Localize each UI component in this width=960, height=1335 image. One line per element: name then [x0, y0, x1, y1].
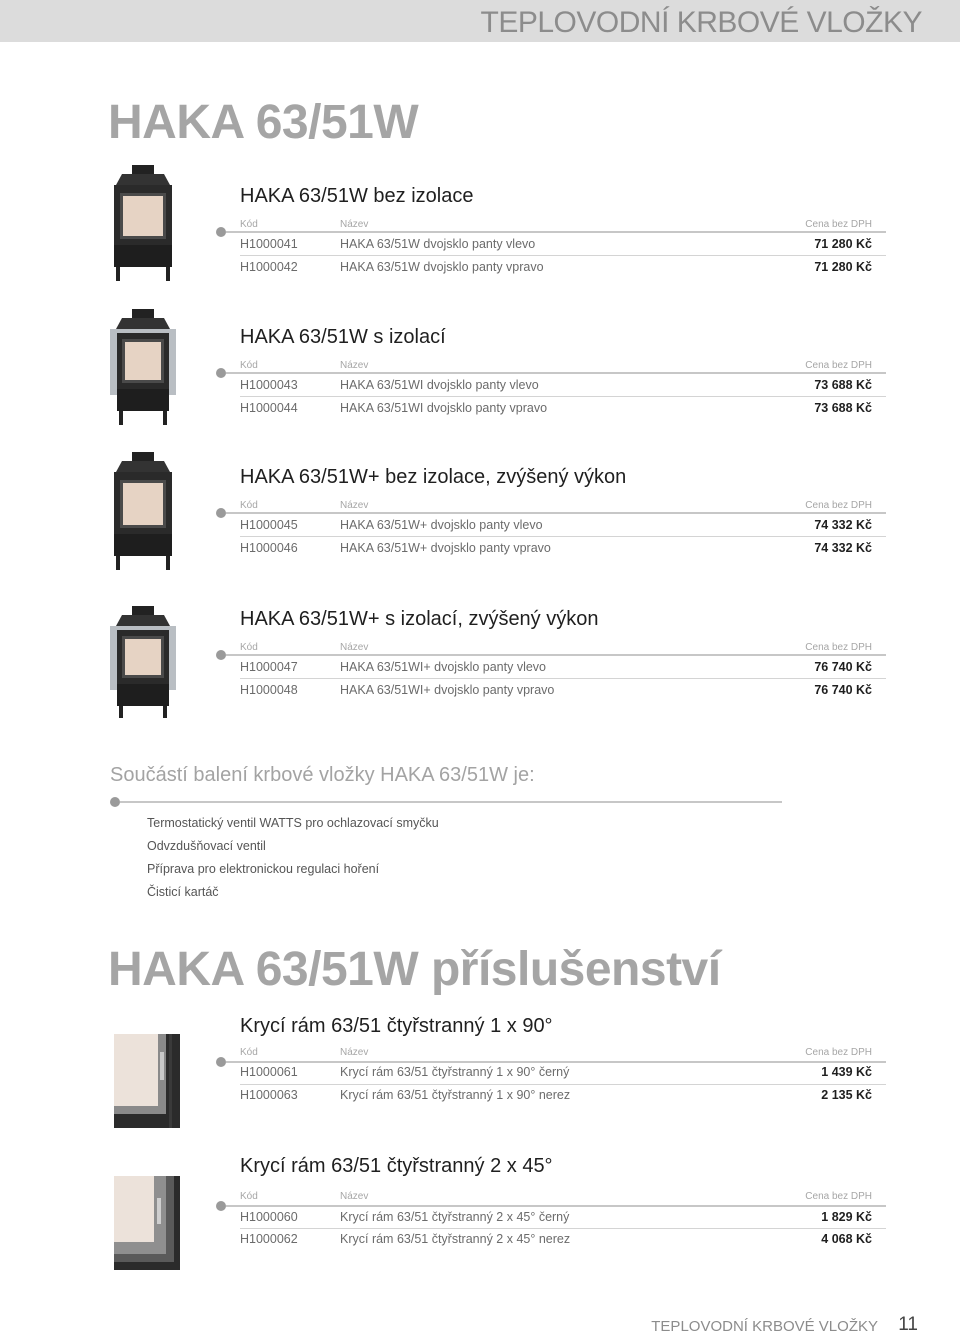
column-header-price: Cena bez DPH: [805, 500, 872, 511]
column-header-code: Kód: [240, 500, 258, 511]
column-header-name: Název: [340, 1191, 369, 1202]
row-code: H1000045: [240, 518, 298, 532]
section-title: HAKA 63/51W+ bez izolace, zvýšený výkon: [240, 466, 627, 488]
section-title: HAKA 63/51W s izolací: [240, 326, 446, 348]
row-price: 1 829 Kč: [821, 1210, 872, 1224]
row-code: H1000043: [240, 378, 298, 392]
cover-frame-45-icon: [114, 1176, 180, 1270]
row-code: H1000047: [240, 660, 298, 674]
row-name: HAKA 63/51WI+ dvojsklo panty vpravo: [340, 683, 555, 697]
accessories-title: HAKA 63/51W příslušenství: [108, 943, 721, 996]
column-header-price: Cena bez DPH: [805, 642, 872, 653]
included-item: Čisticí kartáč: [147, 885, 219, 899]
column-header-name: Název: [340, 219, 369, 230]
fireplace-insert-insulated-icon: [110, 604, 176, 720]
fireplace-insert-insulated-icon: [110, 307, 176, 427]
row-divider: [240, 396, 886, 397]
bullet-dot: [216, 1057, 226, 1067]
row-divider: [240, 1084, 886, 1085]
section-title: HAKA 63/51W+ s izolací, zvýšený výkon: [240, 608, 599, 630]
row-price: 74 332 Kč: [814, 518, 872, 532]
column-header-price: Cena bez DPH: [805, 1191, 872, 1202]
row-divider: [240, 1228, 886, 1229]
row-name: HAKA 63/51W+ dvojsklo panty vpravo: [340, 541, 551, 555]
row-price: 74 332 Kč: [814, 541, 872, 555]
bullet-dot: [216, 508, 226, 518]
row-price: 2 135 Kč: [821, 1088, 872, 1102]
bullet-dot: [110, 797, 120, 807]
row-price: 76 740 Kč: [814, 660, 872, 674]
section-divider: [226, 1205, 886, 1207]
bullet-dot: [216, 1201, 226, 1211]
header-title: TEPLOVODNÍ KRBOVÉ VLOŽKY: [480, 6, 922, 39]
section-divider: [226, 512, 886, 514]
main-title: HAKA 63/51W: [108, 96, 419, 149]
column-header-price: Cena bez DPH: [805, 360, 872, 371]
row-code: H1000061: [240, 1065, 298, 1079]
included-item: Odvzdušňovací ventil: [147, 839, 266, 853]
row-code: H1000060: [240, 1210, 298, 1224]
section-divider: [226, 231, 886, 233]
column-header-code: Kód: [240, 642, 258, 653]
row-name: Krycí rám 63/51 čtyřstranný 2 x 45° nerez: [340, 1232, 571, 1246]
fireplace-insert-uninsulated-icon: [110, 163, 176, 283]
accessory-title: Krycí rám 63/51 čtyřstranný 2 x 45°: [240, 1155, 553, 1177]
included-divider: [120, 801, 782, 803]
footer-text: TEPLOVODNÍ KRBOVÉ VLOŽKY: [651, 1318, 878, 1335]
row-name: HAKA 63/51W+ dvojsklo panty vlevo: [340, 518, 543, 532]
accessory-title: Krycí rám 63/51 čtyřstranný 1 x 90°: [240, 1015, 553, 1037]
row-code: H1000048: [240, 683, 298, 697]
page-number: 11: [898, 1314, 918, 1335]
row-price: 73 688 Kč: [814, 378, 872, 392]
section-title: HAKA 63/51W bez izolace: [240, 185, 474, 207]
column-header-code: Kód: [240, 219, 258, 230]
row-code: H1000062: [240, 1232, 298, 1246]
row-name: HAKA 63/51WI dvojsklo panty vlevo: [340, 378, 539, 392]
column-header-name: Název: [340, 360, 369, 371]
row-code: H1000042: [240, 260, 298, 274]
row-code: H1000046: [240, 541, 298, 555]
row-code: H1000063: [240, 1088, 298, 1102]
row-price: 4 068 Kč: [821, 1232, 872, 1246]
row-price: 71 280 Kč: [814, 260, 872, 274]
bullet-dot: [216, 368, 226, 378]
row-name: HAKA 63/51WI dvojsklo panty vpravo: [340, 401, 548, 415]
fireplace-insert-uninsulated-icon: [110, 450, 176, 572]
column-header-price: Cena bez DPH: [805, 1047, 872, 1058]
row-name: Krycí rám 63/51 čtyřstranný 1 x 90° nerez: [340, 1088, 571, 1102]
row-price: 1 439 Kč: [821, 1065, 872, 1079]
row-code: H1000041: [240, 237, 298, 251]
row-code: H1000044: [240, 401, 298, 415]
row-name: HAKA 63/51W dvojsklo panty vpravo: [340, 260, 544, 274]
included-item: Termostatický ventil WATTS pro ochlazovací smyčku: [147, 816, 439, 830]
row-name: Krycí rám 63/51 čtyřstranný 1 x 90° černý: [340, 1065, 570, 1079]
row-name: Krycí rám 63/51 čtyřstranný 2 x 45° černý: [340, 1210, 570, 1224]
row-name: HAKA 63/51WI+ dvojsklo panty vlevo: [340, 660, 547, 674]
row-divider: [240, 678, 886, 679]
included-title: Součástí balení krbové vložky HAKA 63/51W je:: [110, 764, 535, 786]
cover-frame-90-icon: [114, 1034, 180, 1128]
row-price: 76 740 Kč: [814, 683, 872, 697]
column-header-code: Kód: [240, 360, 258, 371]
column-header-code: Kód: [240, 1191, 258, 1202]
row-name: HAKA 63/51W dvojsklo panty vlevo: [340, 237, 536, 251]
column-header-name: Název: [340, 642, 369, 653]
column-header-name: Název: [340, 1047, 369, 1058]
column-header-name: Název: [340, 500, 369, 511]
row-divider: [240, 536, 886, 537]
row-divider: [240, 255, 886, 256]
section-divider: [226, 654, 886, 656]
row-price: 73 688 Kč: [814, 401, 872, 415]
bullet-dot: [216, 227, 226, 237]
section-divider: [226, 372, 886, 374]
column-header-code: Kód: [240, 1047, 258, 1058]
section-divider: [226, 1061, 886, 1063]
row-price: 71 280 Kč: [814, 237, 872, 251]
column-header-price: Cena bez DPH: [805, 219, 872, 230]
bullet-dot: [216, 650, 226, 660]
included-item: Příprava pro elektronickou regulaci hoření: [147, 862, 380, 876]
